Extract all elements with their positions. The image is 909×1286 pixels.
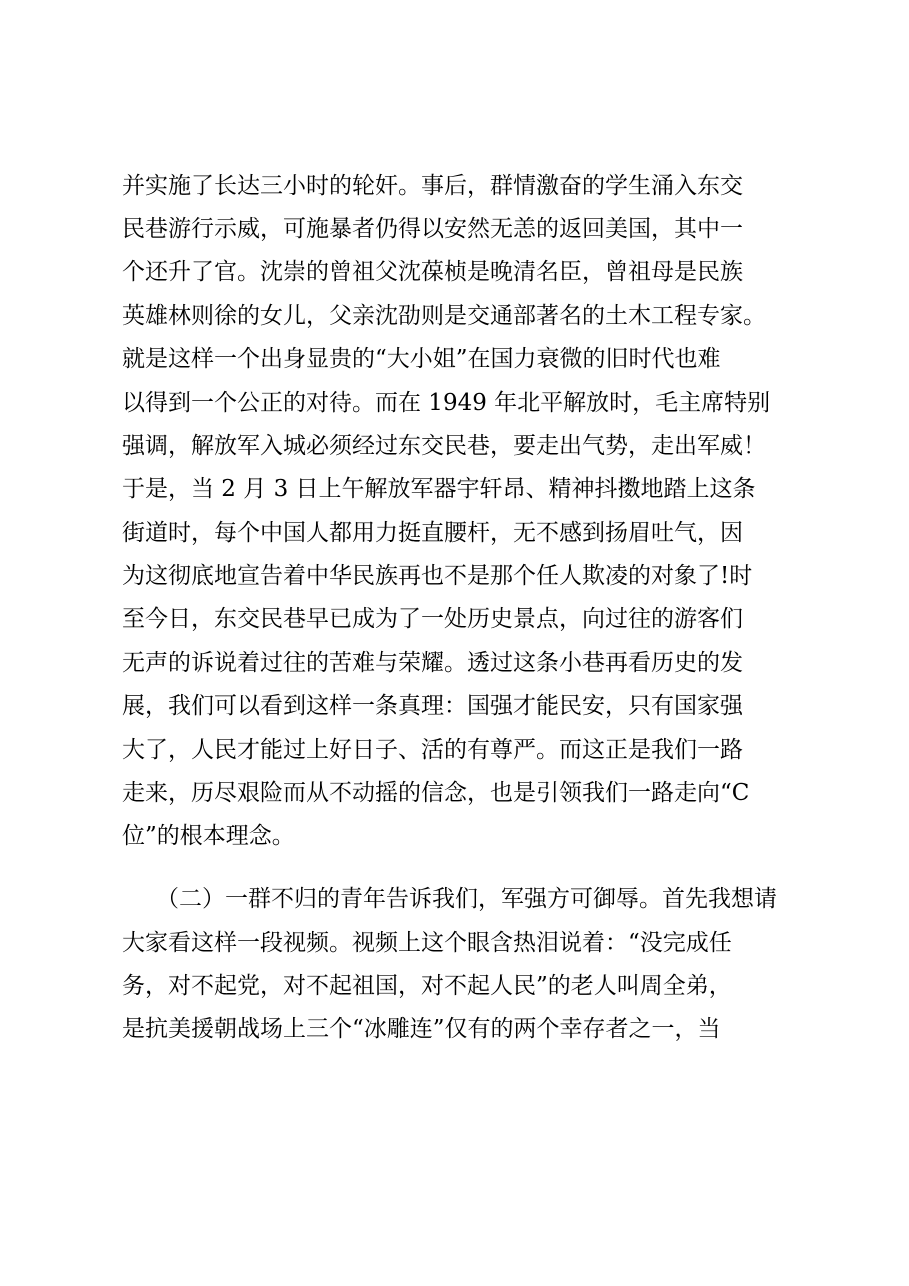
paragraph-1-line: 就是这样一个出身显贵的“大小姐”在国力衰微的旧时代也难 xyxy=(122,346,721,372)
paragraph-1-line: 走来，历尽艰险而从不动摇的信念，也是引领我们一路走向“C xyxy=(122,780,750,806)
paragraph-1-line: 为这彻底地宣告着中华民族再也不是那个任人欺凌的对象了!时 xyxy=(122,563,753,589)
paragraph-2-line: 务，对不起党，对不起祖国，对不起人民”的老人叫周全弟， xyxy=(122,973,732,999)
paragraph-1-line: 个还升了官。沈崇的曾祖父沈葆桢是晚清名臣，曾祖母是民族 xyxy=(122,259,743,285)
paragraph-1-line: 至今日，东交民巷早已成为了一处历史景点，向过往的游客们 xyxy=(122,606,743,632)
paragraph-1-line: 并实施了长达三小时的轮奸。事后，群情激奋的学生涌入东交 xyxy=(122,173,743,199)
paragraph-1-line: 大了，人民才能过上好日子、活的有尊严。而这正是我们一路 xyxy=(122,737,743,763)
paragraph-1-line: 街道时，每个中国人都用力挺直腰杆，无不感到扬眉吐气，因 xyxy=(122,520,743,546)
paragraph-1-line: 强调，解放军入城必须经过东交民巷，要走出气势，走出军威！ xyxy=(122,433,766,459)
paragraph-1-line: 英雄林则徐的女儿，父亲沈劭则是交通部著名的土木工程专家。 xyxy=(122,303,766,329)
paragraph-1-line: 以得到一个公正的对待。而在 1949 年北平解放时，毛主席特别 xyxy=(122,390,771,416)
paragraph-1-line: 民巷游行示威，可施暴者仍得以安然无恙的返回美国，其中一 xyxy=(122,216,743,242)
paragraph-1-line: 无声的诉说着过往的苦难与荣耀。透过这条小巷再看历史的发 xyxy=(122,650,743,676)
paragraph-1-line: 于是，当 2 月 3 日上午解放军器宇轩昂、精神抖擞地踏上这条 xyxy=(122,476,756,502)
paragraph-2-line: （二）一群不归的青年告诉我们，军强方可御辱。首先我想请 xyxy=(156,886,777,912)
paragraph-2-line: 是抗美援朝战场上三个“冰雕连”仅有的两个幸存者之一，当 xyxy=(122,1016,721,1042)
paragraph-1-line: 位”的根本理念。 xyxy=(122,823,295,849)
paragraph-1-line: 展，我们可以看到这样一条真理：国强才能民安，只有国家强 xyxy=(122,693,743,719)
paragraph-2-line: 大家看这样一段视频。视频上这个眼含热泪说着：“没完成任 xyxy=(122,930,732,956)
